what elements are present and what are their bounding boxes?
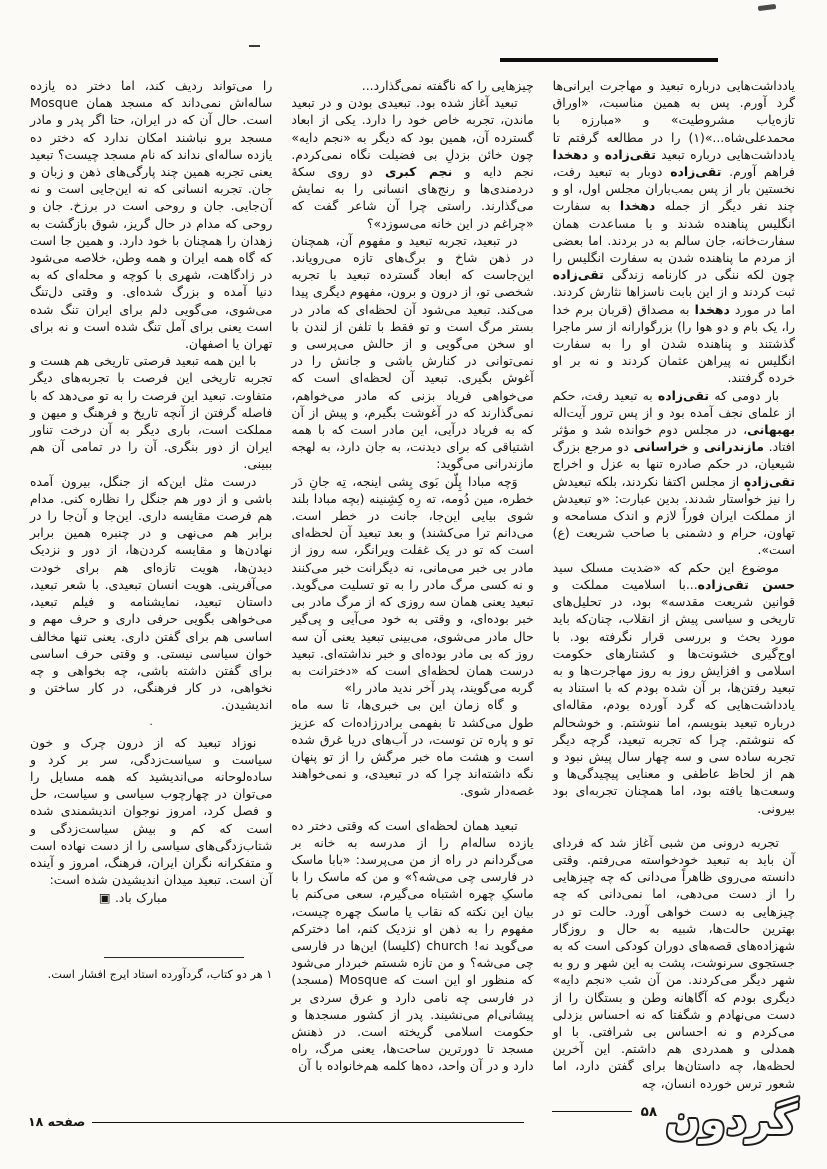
paragraph: تبعید همان لحظه‌ای است که وقتی دختر ده یازده ساله‌ام را از مدرسه به خانه بر می‌گردانم در راه از من می‌پرسد: «بابا ماسک در فارسی چی می‌شه؟» و من که ماسک را با ماسکِ چهره اشتباه می‌گیرم، سعی می‌کنم با بیان این نکته که نقاب یا ماسک چهره چیست، مفهوم را به ذهن او نزدیک کنم، اما دخترکم می‌گوید نه! church (کلیسا) این‌ها در فارسی چی می‌شه؟ و من تازه شستم خبردار می‌شود که منظور او این است که Mosque (مسجد) در فارسی چه نامی دارد و عرق سردی بر پیشانی‌ام می‌نشیند. پدر از کشور مسجدها و حکومت اسلامی گریخته است. در ذهنش مسجد تا دورترین ساحت‌ها، یعنی مرگ، راه دارد و در آن واحد، ده‌ها کلمه هم‌خانواده با آن	[291, 817, 534, 1074]
paragraph: را می‌تواند ردیف کند، اما دختر ده یازده ساله‌اش نمی‌داند که مسجد همان Mosque است. حال آن که در ایران، حتا اگر پدر و مادر مسجد برو نباشند امکان ندارد که دختر ده یازده ساله‌ای نداند که نام مسجد چیست؟ تبعید یعنی تجربه همین چند پارگی‌های ذهن و زبان و جان. تجربه انسانی که نه این‌جایی است و نه آن‌جایی. جان و روحی است در برزخ. جان و روحی که مدام در حال گریز، شوق بازگشت به زهدان را همچنان با خود دارد. و همین جا است که گاه همه ایران و همه وطن، خلاصه می‌شود در زادگاهت، شهری با کوچه و محله‌ای که به دنیا آمده و بزرگ شده‌ای. و وقتی دل‌تنگ می‌شوی، می‌گویی دلم برای ایران تنگ شده است یعنی برای آمل تنگ شده است و نه برای تهران یا اصفهان.	[30, 78, 273, 352]
paragraph: بار دومی که تقی‌زاده به تبعید رفت، حکم از علمای نجف آمده بود و از پس ترور آیت‌اله بهبهانی، در مجلس دوم خوانده شد و مؤثر افتاد. مازندرانی و خراسانی دو مرجع بزرگ شیعیان، در حکم صادره تنها به عزل و اخراج تقی‌زاده از مجلس اکتفا نکردند، بلکه تبعیدش را نیز خواستار شدند. بدین عبارت: «و تبعیدش از مملکت ایران فوراً لازم و اندک مسامحه و تهاون، حرام و دشمنی با صاحب شریعت (ع) است».	[552, 387, 795, 558]
scan-artifact-mark	[758, 4, 776, 11]
footnote	[30, 957, 272, 982]
column-right	[553, 77, 795, 1092]
paragraph: یادداشت‌هایی درباره تبعید و مهاجرت ایرانی‌ها گرد آورم. پس به همین مناسبت، «اوراق تازه‌یاب مشروطیت» و «مبارزه با محمدعلی‌شاه...»(۱) را در مطالعه گرفتم تا یادداشت‌هایی درباره تبعید تقی‌زاده و دهخدا فراهم آورم. تقی‌زاده دوبار به تبعید رفت، نخستین بار از پس بمب‌باران مجلس اول، او و چند نفر دیگر از جمله دهخدا به سفارت انگلیس پناهنده شدند و با مساعدت همان سفارت‌خانه، جان سالم به در بردند. اما بعضی از مردم ما پناهنده شدن به سفارت انگلیس را چون لکه ننگی در کارنامه زندگی تقی‌زاده ثبت کردند و از این بابت ناسزاها نثارش کردند. اما در مورد دهخدا به مصداق (قربان برم خدا را، یک بام و دو هوا را) بزرگوارانه از سر ماجرا گذشتند و پناهنده شدن او را به سفارت انگلیس نه پیراهن عثمان کردند و نه بر او خرده گرفتند.	[552, 78, 795, 386]
column-left-text	[30, 77, 272, 907]
paragraph: موضوع این حکم که «ضدیت مسلک سید حسن تقی‌زاده...با اسلامیت مملکت و قوانین شریعت مقدسه» بود، در تحلیل‌های تاریخی و سیاسی پیش از انقلاب، چنان‌که باید مورد بحث و بررسی قرار نگرفته بود. با اوج‌گیری خشونت‌ها و کشتارهای حکومت اسلامی و افزایش روز به روز مهاجرت‌ها و به تبعید رفتن‌ها، بر آن شده بودم که با استناد به یادداشت‌هایی که گرد آورده بودم، مقاله‌ای درباره تبعید بنویسم، اما ننوشتم. و خوشحالم که ننوشتم. چرا که تجربه تبعید، گرچه دیگر تجربه ساده سی و سه چهار سال پیش نبود و هم از لحاظ عاطفی و معنایی پیچیدگی‌ها و وسعت‌ها یافته بود، اما همچنان تجربه‌ای بود بیرونی.	[552, 559, 795, 816]
magazine-logo: گردون	[664, 1096, 799, 1144]
column-left	[30, 77, 272, 1092]
scan-artifact-dash	[249, 45, 260, 47]
paragraph: ·	[149, 717, 153, 731]
paragraph: و گاه زمان این بی خبری‌ها، تا سه ماه طول می‌کشد تا بفهمی برادرزاده‌ات که عزیز تو و پاره تن توست، در آب‌های دریا غرق شده است و هشت ماه خبر مرگش را از تو پنهان نگه داشته‌اند چرا که در تبعیدی، و نمی‌خواهند غصه‌دار شوی.	[291, 697, 534, 799]
footer-left	[28, 1114, 524, 1129]
paragraph: چیزهایی را که ناگفته نمی‌گذارد...	[361, 78, 534, 93]
column-middle-text	[291, 77, 533, 1075]
footer-rule-left	[92, 1122, 523, 1123]
scan-artifact-bar	[500, 58, 718, 62]
closing-line: مبارک باد. ▣	[98, 890, 168, 906]
article-columns	[30, 77, 795, 1092]
paragraph: تجربه درونی من شبی آغاز شد که فردای آن باید به تبعید خودخواسته می‌رفتم. وقتی دانسته می‌روی ظاهراً می‌دانی که چه چیزهایی را از دست می‌دهی، اما نمی‌دانی که چه چیزهایی به دست خواهی آورد. حالت تو در بهترین حالت‌ها، شبیه به حال و روزگار شهزاده‌های قصه‌های دوران کودکی است که به جستجوی سرنوشت، پشت به این شهر و رو به شهر دیگر می‌کردند. من آن شب «نجم دایه» دیگری بودم که آگاهانه وطن و بستگان را از دست می‌نهادم و شگفتا که نه احساس بزدلی می‌کردم و نه احساس بی شرافتی. با او همدلی و همدردی هم داشتم. این آخرین لحظه‌ها، چه داستان‌ها برای گفتن دارد، اما شعور ترس خورده انسان، چه	[552, 834, 795, 1091]
paragraph: در تبعید، تجربه تبعید و مفهوم آن، همچنان در ذهن شاخ و برگ‌های تازه می‌رویاند. این‌جاست که ابعاد گسترده تبعید با تجربه شخصی تو، از درون و برون، مفهوم دیگری پیدا می‌کند. تبعید می‌شود آن لحظه‌ای که مادر در بستر مرگ است و تو فقط با تلفن از لندن با او سخن می‌گویی و از حالش می‌پرسی و نمی‌توانی در کنارش باشی و جانش را در آغوش بگیری. تبعید آن لحظه‌ای است که می‌خواهی فریاد بزنی که مادر می‌خواهم، نمی‌گذارند که در آغوشت بگیرم، و پیش از آن که به فریاد درآیی، این مادر است که با همه اشتیاقی که برای دیدنت، به جان دارد، به لهجه مازندرانی می‌گوید:	[291, 232, 534, 472]
footnote-text: ۱ هر دو کتاب، گردآورده استاد ایرج افشار است.	[47, 967, 273, 981]
paragraph: تبعید آغاز شده بود. تبعیدی بودن و در تبعید ماندن، تجربه خاص خود را دارد. یکی از ابعاد گسترده آن، همین بود که دیگر به «نجم دایه» چون خائن بزدلِ بی فضیلت نگاه نمی‌کردم. نجم دایه و نجم کبری دو روی سکهٔ دردمندی‌ها و رنج‌های انسانی را به نمایش می‌گذارند. راستی چرا آن شاعر گفت که «چراغم در این خانه می‌سوزد»؟	[291, 95, 534, 231]
paragraph: درست مثل این‌که از جنگل، بیرون آمده باشی و از دور هم جنگل را نظاره کنی. مدام هم فرصت مقایسه داری. این‌جا و آن‌جا را در برابر هم می‌نهی و در چنبره همین برابر نهادن‌ها و مقایسه کردن‌ها، از دور و نزدیک دیدن‌ها، هویت تازه‌ای هم برای خودت می‌آفرینی. هویت انسان تبعیدی. با شعر تبعید، داستان تبعید، نمایشنامه و فیلم تبعید، می‌خواهی بگویی حرفی داری و حرف مهم و اساسی هم برای گفتن داری. یعنی تنها مخالف خوان سیاسی نیستی. و وقتی حرف اساسی برای گفتن داشته باشی، چه بخواهی و چه نخواهی، در کار فرهنگی، در کار ساختن و اندیشیدن.	[30, 473, 273, 713]
footer-rule-right	[552, 1111, 632, 1112]
page-footer	[28, 1083, 799, 1144]
column-right-text	[553, 77, 795, 1092]
page-number-label: صفحه ۱۸	[28, 1114, 86, 1129]
paragraph: وَچه مبادا پِلّن بَوی بِشی اینجه، تِه جانِ دَر خطره، مین دُومه، ته رِه کِشِنینه (بچه مبادا بلند شوی بیایی این‌جا، جانت در خطر است. می‌دانم ترا می‌کشند) و بعد تبعید آن لحظه‌ای است که تو در یک غفلت ویرانگر، سه روز از مادر بی خبر می‌مانی، نه دیگرانت خبر می‌کنند و نه کسی مرگ مادر را به تو تسلیت می‌گوید. تبعید یعنی همان سه روزی که از مرگ مادر بی خبر بوده‌ای، و وقتی به خود می‌آیی و پی‌گیر حال مادر می‌شوی، می‌بینی تبعید یعنی آن سه روز که بی مادر بوده‌ای و خبر نداشته‌ای. تبعید درست همان لحظه‌ای است که «دخترانت به گربه می‌گویند، پدر آخر ندید مادر را»	[291, 473, 534, 696]
footer-right	[552, 1093, 799, 1144]
footnote-rule	[104, 957, 244, 958]
paragraph: با این همه تبعید فرصتی تاریخی هم هست و تجربه تاریخی این فرصت با تجربه‌های دیگر متفاوت. تبعید این فرصت را به تو می‌دهد که با فاصله گرفتن از آنچه تاریخ و فرهنگ و میهن و مملکت است، باری دیگر به آن درخت تناور ایران از دور بنگری. آن را در تمامی آن هم ببینی.	[30, 353, 273, 472]
paragraph: نوزاد تبعید که از درون چرک و خون سیاست و سیاست‌زدگی، سر بر کرد و ساده‌لوحانه می‌اندیشید که همه مسایل را می‌توان در چهارچوب سیاسی و سیاست، حل و فصل کرد، امروز نوجوان اندیشمندی شده است که کم و بیش سیاست‌زدگی و شتاب‌زدگی‌های سیاسی را از دست نهاده است و متفکرانه نگران ایران، فرهنگ، امروز و آینده آن است. تبعید میدان اندیشیدن شده است:	[30, 734, 273, 888]
column-middle	[291, 77, 533, 1092]
issue-number: ۵۸	[640, 1104, 658, 1120]
